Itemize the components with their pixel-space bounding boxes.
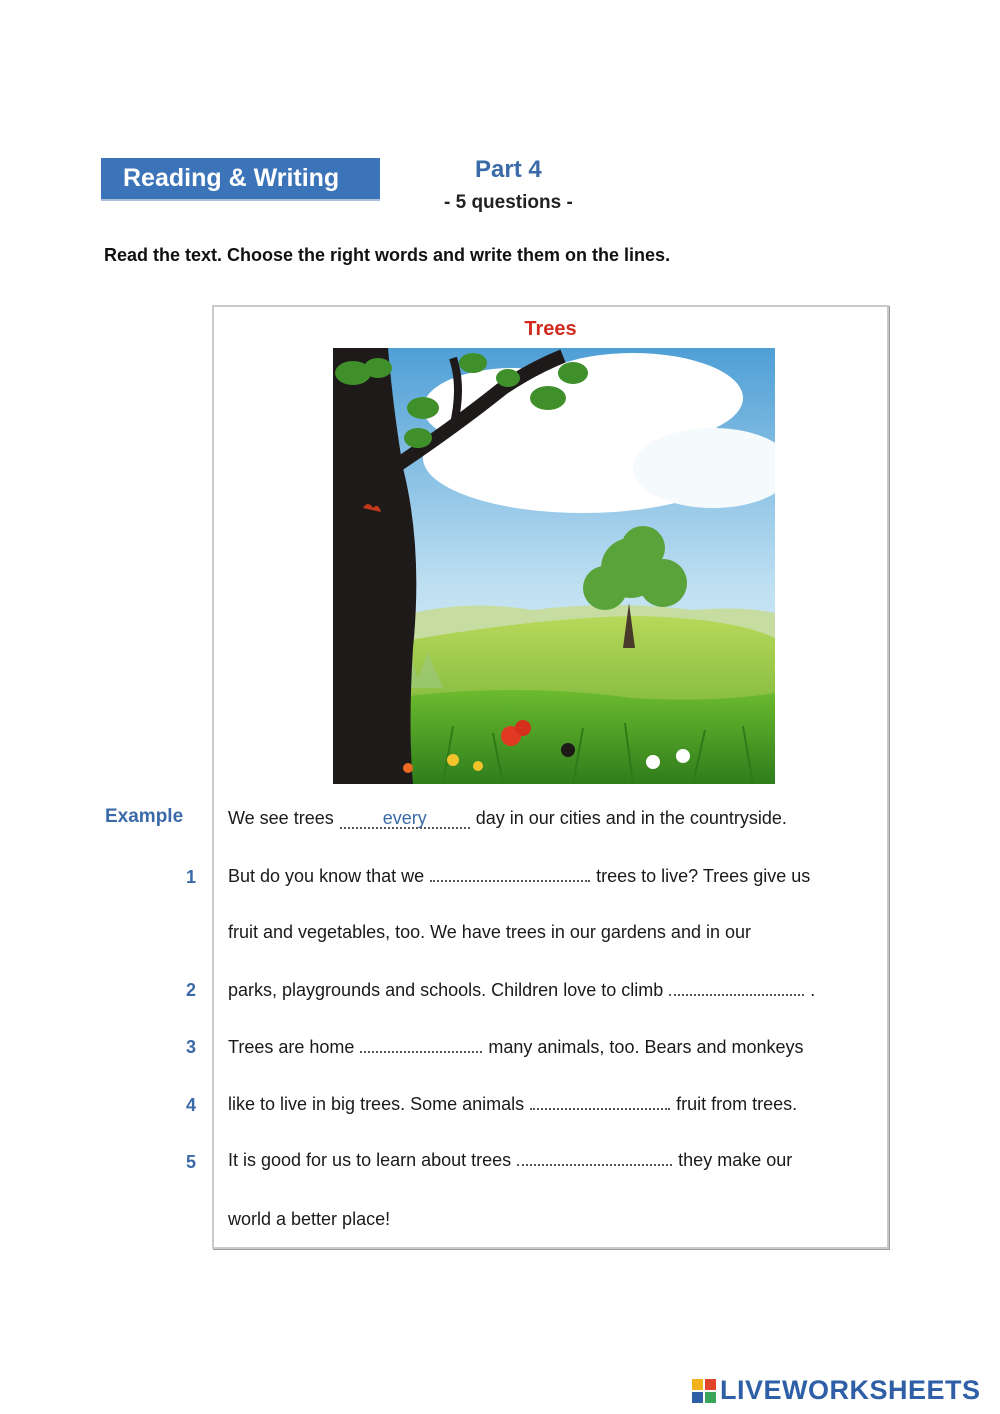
line-text-after: many animals, too. Bears and monkeys xyxy=(488,1037,804,1057)
liveworksheets-logo-icon xyxy=(692,1379,716,1403)
example-text-before: We see trees xyxy=(228,808,334,828)
text-line xyxy=(228,1037,804,1058)
example-sentence xyxy=(228,808,787,829)
text-line xyxy=(228,866,810,887)
answer-blank-4[interactable] xyxy=(530,1094,670,1110)
line-text: fruit and vegetables, too. We have trees in our gardens and in our xyxy=(228,922,751,942)
answer-blank-5[interactable] xyxy=(517,1150,672,1166)
text-line xyxy=(228,1209,390,1230)
line-text-before: parks, playgrounds and schools. Children love to climb xyxy=(228,980,664,1000)
answer-blank-2[interactable] xyxy=(669,980,804,996)
section-badge: Reading & Writing xyxy=(101,158,380,199)
answer-blank-1[interactable] xyxy=(430,866,590,882)
example-answer: every xyxy=(340,809,470,829)
text-line xyxy=(228,980,815,1001)
line-text-before: Trees are home xyxy=(228,1037,355,1057)
line-text-after: trees to live? Trees give us xyxy=(596,866,811,886)
question-count: - 5 questions - xyxy=(444,192,573,213)
line-text-after: fruit from trees. xyxy=(676,1094,798,1114)
text-title: Trees xyxy=(524,318,577,340)
part-title: Part 4 xyxy=(475,156,542,183)
tree-meadow-illustration xyxy=(333,348,775,784)
line-text-after: they make our xyxy=(678,1150,793,1170)
question-number: 1 xyxy=(186,867,197,887)
line-text: world a better place! xyxy=(228,1209,391,1229)
question-number: 3 xyxy=(186,1037,197,1057)
question-number: 5 xyxy=(186,1152,197,1172)
line-text-after: . xyxy=(810,980,816,1000)
question-number: 2 xyxy=(186,980,197,1000)
question-number: 4 xyxy=(186,1095,197,1115)
line-text-before: like to live in big trees. Some animals xyxy=(228,1094,525,1114)
brand-name: LIVEWORKSHEETS xyxy=(720,1375,981,1405)
line-text-before: It is good for us to learn about trees xyxy=(228,1150,512,1170)
text-line xyxy=(228,1150,792,1171)
example-label: Example xyxy=(105,806,184,827)
instructions: Read the text. Choose the right words and write them on the lines. xyxy=(104,245,671,265)
text-line xyxy=(228,922,751,943)
text-line xyxy=(228,1094,797,1115)
example-text-after: day in our cities and in the countryside. xyxy=(475,808,787,828)
line-text-before: But do you know that we xyxy=(228,866,425,886)
answer-blank-3[interactable] xyxy=(360,1037,482,1053)
